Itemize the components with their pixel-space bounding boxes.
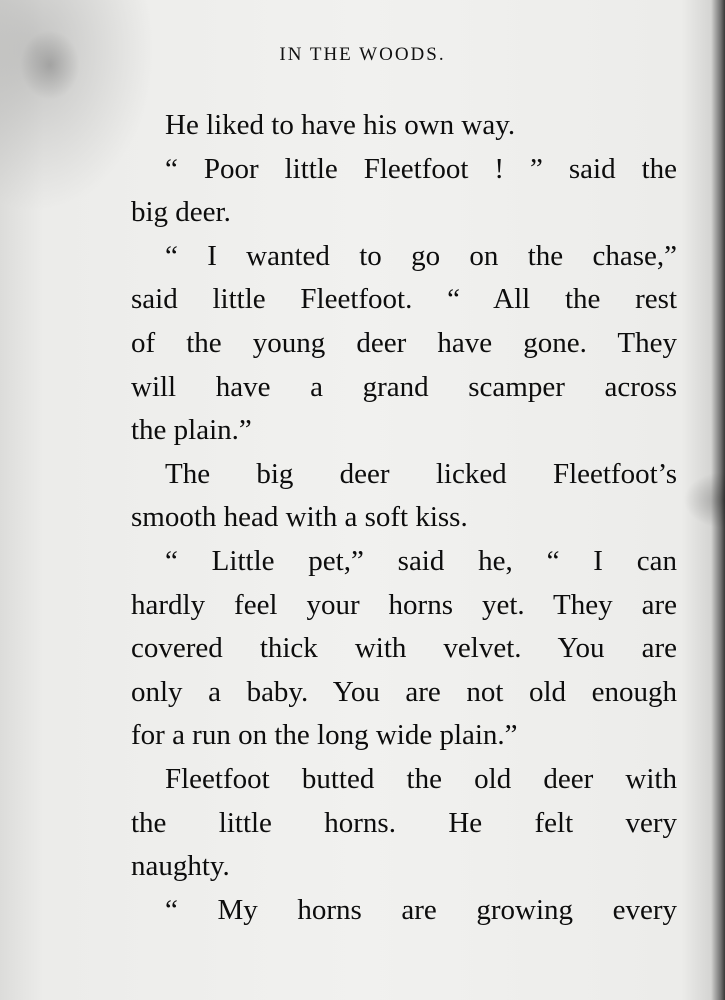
- running-head: IN THE WOODS.: [279, 44, 446, 65]
- body-text: [131, 104, 677, 932]
- text-line: Fleetfoot butted the old deer with: [165, 762, 677, 795]
- text-line: “ I wanted to go on the chase,”: [165, 239, 677, 272]
- text-line: The big deer licked Fleetfoot’s: [165, 457, 677, 490]
- text-line: hardly feel your horns yet. They are: [131, 588, 677, 621]
- text-line: smooth head with a soft kiss.: [131, 501, 468, 534]
- text-line: the little horns. He felt very: [131, 806, 677, 839]
- text-line: naughty.: [131, 850, 230, 883]
- text-line: the plain.”: [131, 414, 252, 447]
- text-line: He liked to have his own way.: [165, 109, 516, 141]
- text-line: will have a grand scamper across: [131, 370, 677, 403]
- text-line: “ Poor little Fleetfoot ! ” said the: [165, 152, 677, 185]
- text-line: said little Fleetfoot. “ All the rest: [131, 283, 677, 316]
- text-line: only a baby. You are not old enough: [131, 675, 677, 708]
- text-line: of the young deer have gone. They: [131, 326, 677, 359]
- text-line: “ My horns are growing every: [165, 893, 677, 926]
- text-line: “ Little pet,” said he, “ I can: [165, 544, 677, 577]
- text-line: covered thick with velvet. You are: [131, 632, 677, 665]
- text-line: big deer.: [131, 196, 231, 229]
- page-edge-shadow: [711, 0, 725, 1000]
- text-line: for a run on the long wide plain.”: [131, 719, 518, 752]
